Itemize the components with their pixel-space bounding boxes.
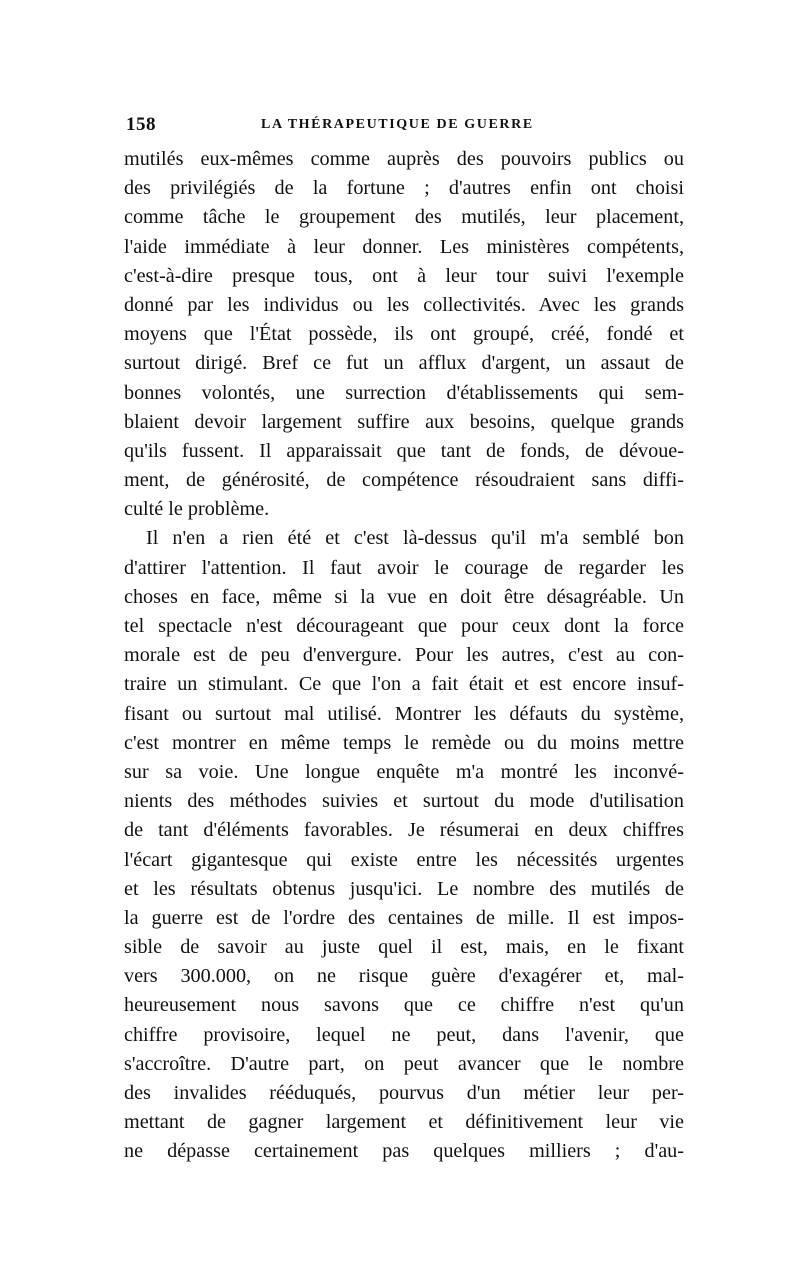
text-line: des privilégiés de la fortune ; d'autres enfin ont choisi	[124, 177, 684, 200]
text-line: traire un stimulant. Ce que l'on a fait était et est encore insuf-	[124, 673, 684, 696]
text-line: des invalides rééduqués, pourvus d'un métier leur per-	[124, 1082, 684, 1104]
text-line: sur sa voie. Une longue enquête m'a montré les inconvé-	[124, 760, 684, 783]
page-header	[126, 114, 536, 138]
text-line: vers 300.000, on ne risque guère d'exagérer et, mal-	[124, 965, 684, 988]
text-line: l'aide immédiate à leur donner. Les ministères compétents,	[124, 235, 684, 258]
text-line: s'accroître. D'autre part, on peut avancer que le nombre	[124, 1052, 684, 1075]
text-line: surtout dirigé. Bref ce fut un afflux d'argent, un assaut de	[124, 352, 684, 375]
text-line: blaient devoir largement suffire aux besoins, quelque grands	[124, 410, 684, 433]
text-line: mettant de gagner largement et définitivement leur vie	[124, 1111, 684, 1134]
running-title: LA THÉRAPEUTIQUE DE GUERRE	[261, 117, 534, 132]
text-line: c'est-à-dire presque tous, ont à leur tour suivi l'exemple	[124, 264, 684, 287]
page-number: 158	[126, 114, 156, 135]
text-line: choses en face, même si la vue en doit être désagréable. Un	[124, 585, 684, 608]
body-text	[124, 145, 684, 1167]
paragraph-end-line: culté le problème.	[124, 498, 270, 521]
text-line: de tant d'éléments favorables. Je résumerai en deux chiffres	[124, 819, 684, 842]
text-line: l'écart gigantesque qui existe entre les nécessités urgentes	[124, 848, 684, 871]
text-line: d'attirer l'attention. Il faut avoir le courage de regarder les	[124, 556, 684, 579]
text-line: qu'ils fussent. Il apparaissait que tant de fonds, de dévoue-	[124, 439, 684, 462]
text-line: ne dépasse certainement pas quelques milliers ; d'au-	[124, 1140, 684, 1163]
text-line: tel spectacle n'est décourageant que pour ceux dont la force	[124, 615, 684, 637]
text-line: donné par les individus ou les collectivités. Avec les grands	[124, 293, 684, 316]
text-line: moyens que l'État possède, ils ont groupé, créé, fondé et	[124, 323, 684, 346]
text-line: sible de savoir au juste quel il est, mais, en le fixant	[124, 936, 684, 959]
paragraph-start-line: Il n'en a rien été et c'est là-dessus qu'il m'a semblé bon	[146, 527, 684, 550]
text-line: ment, de générosité, de compétence résoudraient sans diffi-	[124, 469, 684, 492]
text-line: chiffre provisoire, lequel ne peut, dans l'avenir, que	[124, 1023, 684, 1046]
text-line: bonnes volontés, une surrection d'établissements qui sem-	[124, 381, 684, 404]
text-line: et les résultats obtenus jusqu'ici. Le nombre des mutilés de	[124, 877, 684, 900]
text-line: fisant ou surtout mal utilisé. Montrer les défauts du système,	[124, 702, 684, 725]
text-line: c'est montrer en même temps le remède ou du moins mettre	[124, 731, 684, 754]
text-line: nients des méthodes suivies et surtout du mode d'utilisation	[124, 790, 684, 813]
text-line: mutilés eux-mêmes comme auprès des pouvoirs publics ou	[124, 148, 684, 170]
text-line: morale est de peu d'envergure. Pour les autres, c'est au con-	[124, 644, 684, 667]
text-line: heureusement nous savons que ce chiffre n'est qu'un	[124, 994, 684, 1017]
text-line: la guerre est de l'ordre des centaines de mille. Il est impos-	[124, 906, 684, 929]
text-line: comme tâche le groupement des mutilés, leur placement,	[124, 206, 684, 229]
